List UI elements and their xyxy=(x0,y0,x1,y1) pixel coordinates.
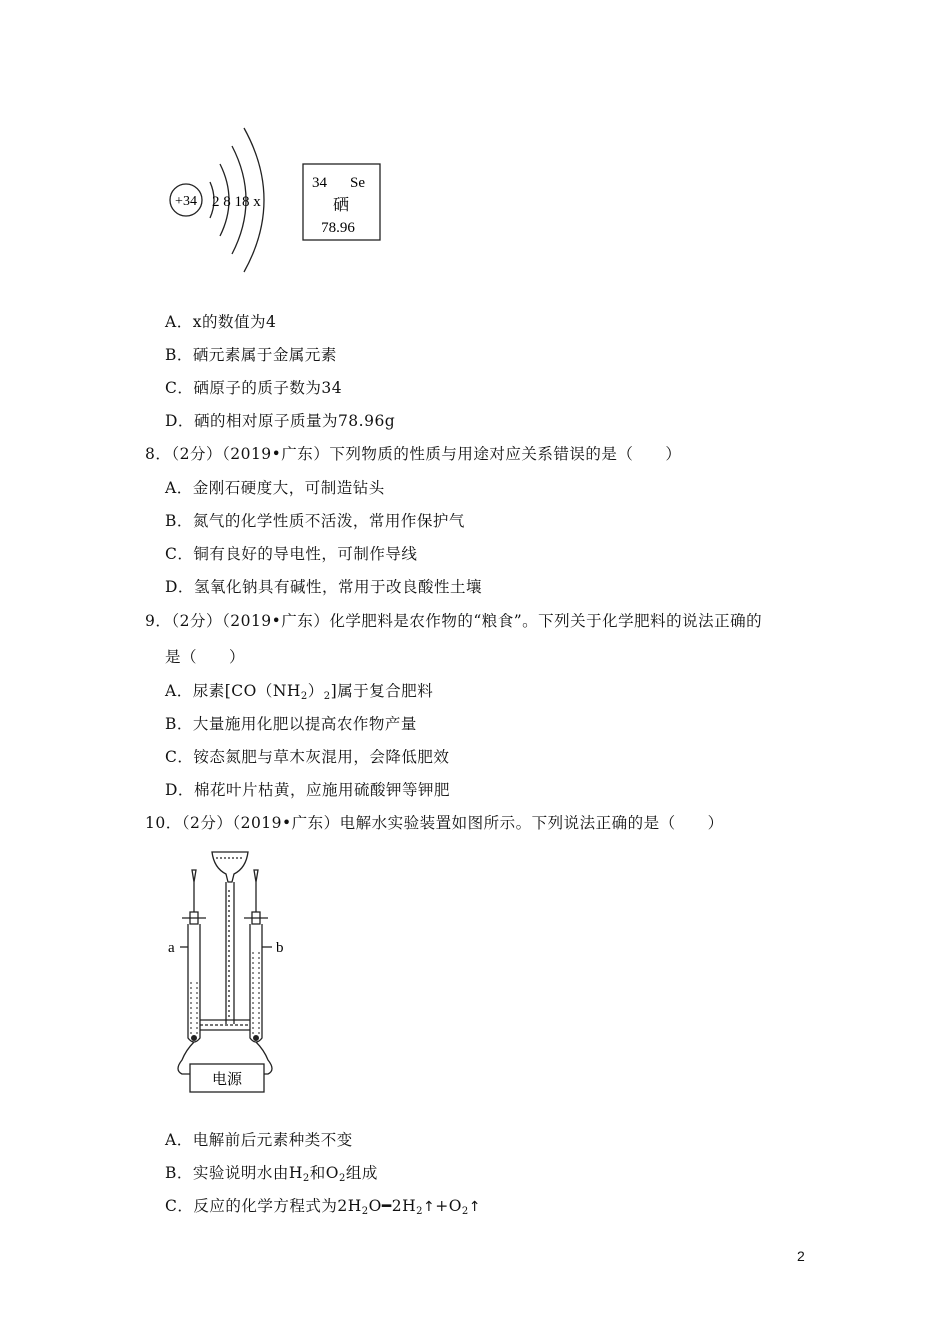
q8-option-a: A．金刚石硬度大，可制造钻头 xyxy=(165,479,385,497)
tube-label-b: b xyxy=(276,940,284,956)
q8-stem: 8．（2分）（2019•广东）下列物质的性质与用途对应关系错误的是（ ） xyxy=(145,445,682,463)
q10-option-c: C．反应的化学方程式为$2H_2O━2H_2↑+O_2↑$ xyxy=(165,1197,482,1217)
tile-symbol: Se xyxy=(350,175,365,191)
q9-option-c: C．铵态氮肥与草木灰混用，会降低肥效 xyxy=(165,748,450,766)
q9-option-d: D．棉花叶片枯黄，应施用硫酸钾等钾肥 xyxy=(165,781,450,799)
q7-option-b: B．硒元素属于金属元素 xyxy=(165,346,337,364)
q9-option-b: B．大量施用化肥以提高农作物产量 xyxy=(165,715,417,733)
power-supply-label: 电源 xyxy=(211,1072,243,1088)
q8-option-d: D．氢氧化钠具有碱性，常用于改良酸性土壤 xyxy=(165,578,482,596)
q7-option-a: A．x的数值为4 xyxy=(165,313,277,331)
q10-stem: 10．（2分）（2019•广东）电解水实验装置如图所示。下列说法正确的是（ ） xyxy=(145,814,724,832)
q9-option-a: A．尿素$[CO(NH_2)_2]$属于复合肥料 xyxy=(165,682,434,702)
tile-atomic-number: 34 xyxy=(312,175,327,191)
electrolysis-apparatus-figure xyxy=(160,842,310,1097)
q10-option-a: A．电解前后元素种类不变 xyxy=(165,1131,353,1149)
page-number: 2 xyxy=(797,1248,805,1264)
q7-option-d: D．硒的相对原子质量为78.96g xyxy=(165,412,396,430)
q8-option-c: C．铜有良好的导电性，可制作导线 xyxy=(165,545,418,563)
selenium-atom-structure-figure xyxy=(160,120,400,280)
q9-stem-line1: 9．（2分）（2019•广东）化学肥料是农作物的“粮食”。下列关于化学肥料的说法正确的 xyxy=(145,612,763,630)
tile-atomic-mass: 78.96 xyxy=(321,220,355,236)
q9-stem-line2: 是（ ） xyxy=(165,648,246,666)
q7-option-c: C．硒原子的质子数为34 xyxy=(165,379,343,397)
q8-option-b: B．氮气的化学性质不活泼，常用作保护气 xyxy=(165,512,465,530)
electron-shells: 2 8 18 x xyxy=(212,194,261,210)
q10-option-b: B．实验说明水由$H_2$和$O_2$组成 xyxy=(165,1164,378,1184)
nucleus-charge: +34 xyxy=(175,194,197,209)
tile-element-name: 硒 xyxy=(332,197,350,214)
tube-label-a: a xyxy=(168,940,175,956)
